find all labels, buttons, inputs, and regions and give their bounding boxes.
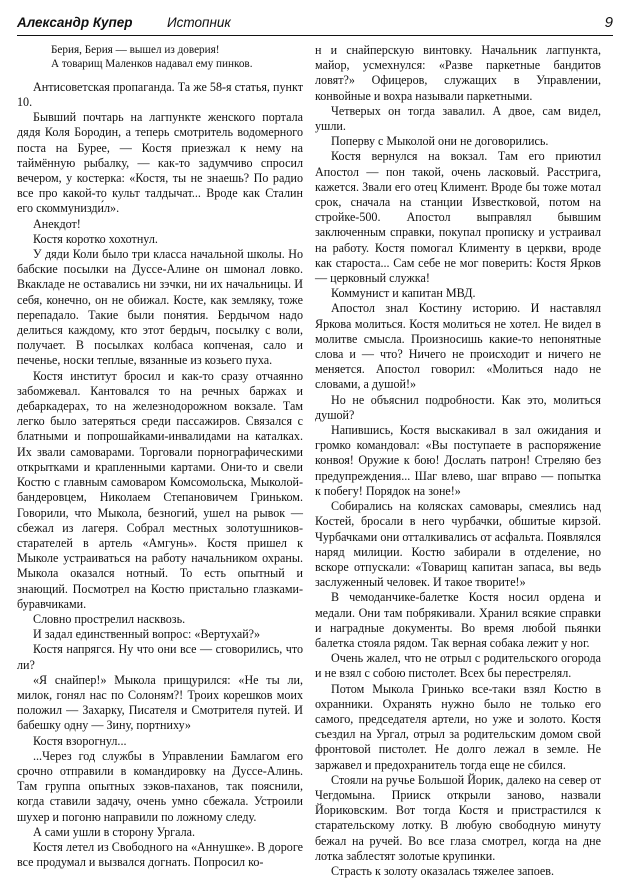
paragraph: Словно прострелил насквозь. <box>33 611 186 626</box>
running-header <box>17 14 613 35</box>
paragraph: Апостол знал Костину историю. И наставлял Яркова молиться. Костя молиться не хотел. Не видел в молитве смысла. Произносишь какие-то непонятные слова и — что? Ничего не происходит и ничего не меняется. Апостол говорил: «Молиться надо не словами, а душой!» <box>315 301 601 392</box>
paragraph: Анекдот! <box>33 216 81 231</box>
paragraph: Костя вернулся на вокзал. Там его приютил Апостол — пон такой, очень ласковый. Расстрига, кажется. Звали его отец Климент. Вроде бы тоже мотал срок, сначала на станции Известковой, потом на стройке-500. Апостол выправлял бывшим заключенным справки, покупал прописку и устраивал на работу. Костя помогал Клименту в церкви, вроде как староста... Сам себе не мог поверить: Костя Ярков — церковный служка! <box>315 149 601 286</box>
paragraph: У дяди Коли было три класса начальной школы. Но бабские посылки на Дуссе-Алине он шмонал ловко. Вкакладе не оставались ни зэчки, ни их начальницы. И себя, конечно, он не обижал. Косте, как земляку, тоже перепадало. Такие были понятия. Бердычом надо делиться каждому, кто этот бердыч, посылку с воли, получает. В посылках колбаса копченая, сало и печенье, носки теплые, вязанные из козьего пуха. <box>17 247 303 368</box>
paragraph: А сами ушли в сторону Ургала. <box>33 824 195 839</box>
paragraph: «Я снайпер!» Мыкола прищурился: «Не ты ли, милок, гонял нас по Солоням?! Троих корешков моих положил — Захарку, Писателя и Смотрителя путей. И бабешку одну — Зину, портниху» <box>17 672 303 733</box>
epigraph-line: А товарищ Маленков надавал ему пинков. <box>51 58 253 71</box>
paragraph: Собирались на колясках самовары, смеялись над Костей, бросали в него чурбачки, обшитые кирзой. Чурбачками они отталкивались от асфальта. Появлялся наряд милиции. Костю забирали в отделение, но вскоре отпускали: «Товарищ капитан запаса, вы ведь заслуженный человек. И такое творите!» <box>315 499 601 590</box>
header-source-title: Истопник <box>167 15 231 30</box>
paragraph: Бывший почтарь на лагпункте женского портала дядя Коля Бородин, а теперь смотритель водомерного поста на Бурее, — Костя приезжал к нему на таймённую рыбалку, — как-то задумчиво спросил вечером, у костерка: «Костя, ты не знаешь? По радио все про какой-то культ талдычат... Вроде как Сталин его скоммунизди́л». <box>17 110 303 216</box>
paragraph: Костя коротко хохотнул. <box>33 231 158 246</box>
paragraph: Костя институт бросил и как-то сразу отчаянно забомжевал. Кантовался то на речных баржах и дебаркадерах, то на железнодорожном вокзале. Там легко было затеряться среди пассажиров. Связался с блатными и попрошайками-инвалидами на каталках. Их звали самоварами. Торговали порнографическими открытками и крапленными картами. Они-то и свели Костю с главным самоваром Комсомольска, Мыколой-бандеровцем, Николаем Степановичем Гриньком. Говорили, что Мыкола, безногий, ушел на рывок — сбежал из лагеря. Собрал местных золотушников-старателей в артель «Амгунь». Костя пришел к Мыколе устраиваться на работу начальником охраны. Мыкола оказался нотный. То есть опытный и знающий. Посмотрел на Костю пристально глазками-буравчиками. <box>17 368 303 611</box>
paragraph: Страсть к золоту оказалась тяжелее запоев. <box>331 863 555 878</box>
paragraph: Поперву с Мыколой они не договорились. <box>331 134 549 149</box>
header-rule <box>17 35 613 36</box>
page-number: 9 <box>604 14 613 31</box>
paragraph: Коммунист и капитан МВД. <box>331 286 476 301</box>
paragraph: Очень жалел, что не отрыл с родительского огорода и не взял с собою пистолет. Всех бы перестрелял. <box>315 651 601 681</box>
paragraph: В чемоданчике-балетке Костя носил ордена и медали. Они там побрякивали. Хранил всякие справки и наградные документы. Во время любой пьянки балетка стояла рядом. Так верная собака лежит у ног. <box>315 590 601 650</box>
header-author: Александр Купер <box>17 15 133 30</box>
left-column <box>17 43 303 870</box>
paragraph: Напившись, Костя выскакивал в зал ожидания и громко командовал: «Вы поступаете в распоряжение конвоя! Оружие к бою! Дослать патрон! Стреляю без предупреждения... Шаг влево, шаг вправо — попытка к побегу! Порядок на зоне!» <box>315 423 601 498</box>
paragraph: Стояли на ручье Большой Йорик, далеко на север от Чегдомына. Прииск открыли заново, назвали Йориковским. Вот тогда Костя и пристрастился к старательскому лотку. В любую свободную минуту бежал на ручей. Во все глаза смотрел, когда на дне лотка заблестят золотые крупинки. <box>315 772 601 863</box>
paragraph: И задал единственный вопрос: «Вертухай?» <box>33 627 261 642</box>
paragraph: Четверых он тогда завалил. А двое, сам видел, ушли. <box>315 103 601 134</box>
paragraph: Костя взорогнул... <box>33 733 127 748</box>
epigraph-line: Берия, Берия — вышел из доверия! <box>51 44 220 56</box>
paragraph: Антисоветская пропаганда. Та же 58-я статья, пункт 10. <box>17 79 303 110</box>
paragraph: Но не объяснил подробности. Как это, молиться душой? <box>315 392 601 422</box>
paragraph: н и снайперскую винтовку. Начальник лагпункта, майор, усмехнулся: «Разве паркетные бандитов ловят?» Офицеров, служащих в Управлении, конвойные и вохра называли паркетными. <box>315 43 601 103</box>
right-column <box>315 43 601 879</box>
paragraph: Потом Мыкола Гринько все-таки взял Костю в охранники. Охранять нужно было не только его самого, председателя артели, но уже и золото. Костя съездил на Ургал, отрыл за родительским домом свой фронтовой пистолет. Не долго лежал в земле. Не заржавел и предохранитель тогда еще не сбился. <box>315 681 601 772</box>
paragraph: Костя напрягся. Ну что они все — сговорились, что ли? <box>17 642 303 672</box>
paragraph: Костя летел из Свободного на «Аннушке». В дороге все продумал и вызвался догнать. Попросил ко- <box>17 839 303 870</box>
paragraph: ...Через год службы в Управлении Бамлагом его срочно отправили в командировку на Дуссе-Алинь. Там группа опытных зэков-паханов, так пояснили, когда ставили задачу, очень умно сбежала. Устроили шухер и погоню направили по ложному следу. <box>17 748 303 824</box>
